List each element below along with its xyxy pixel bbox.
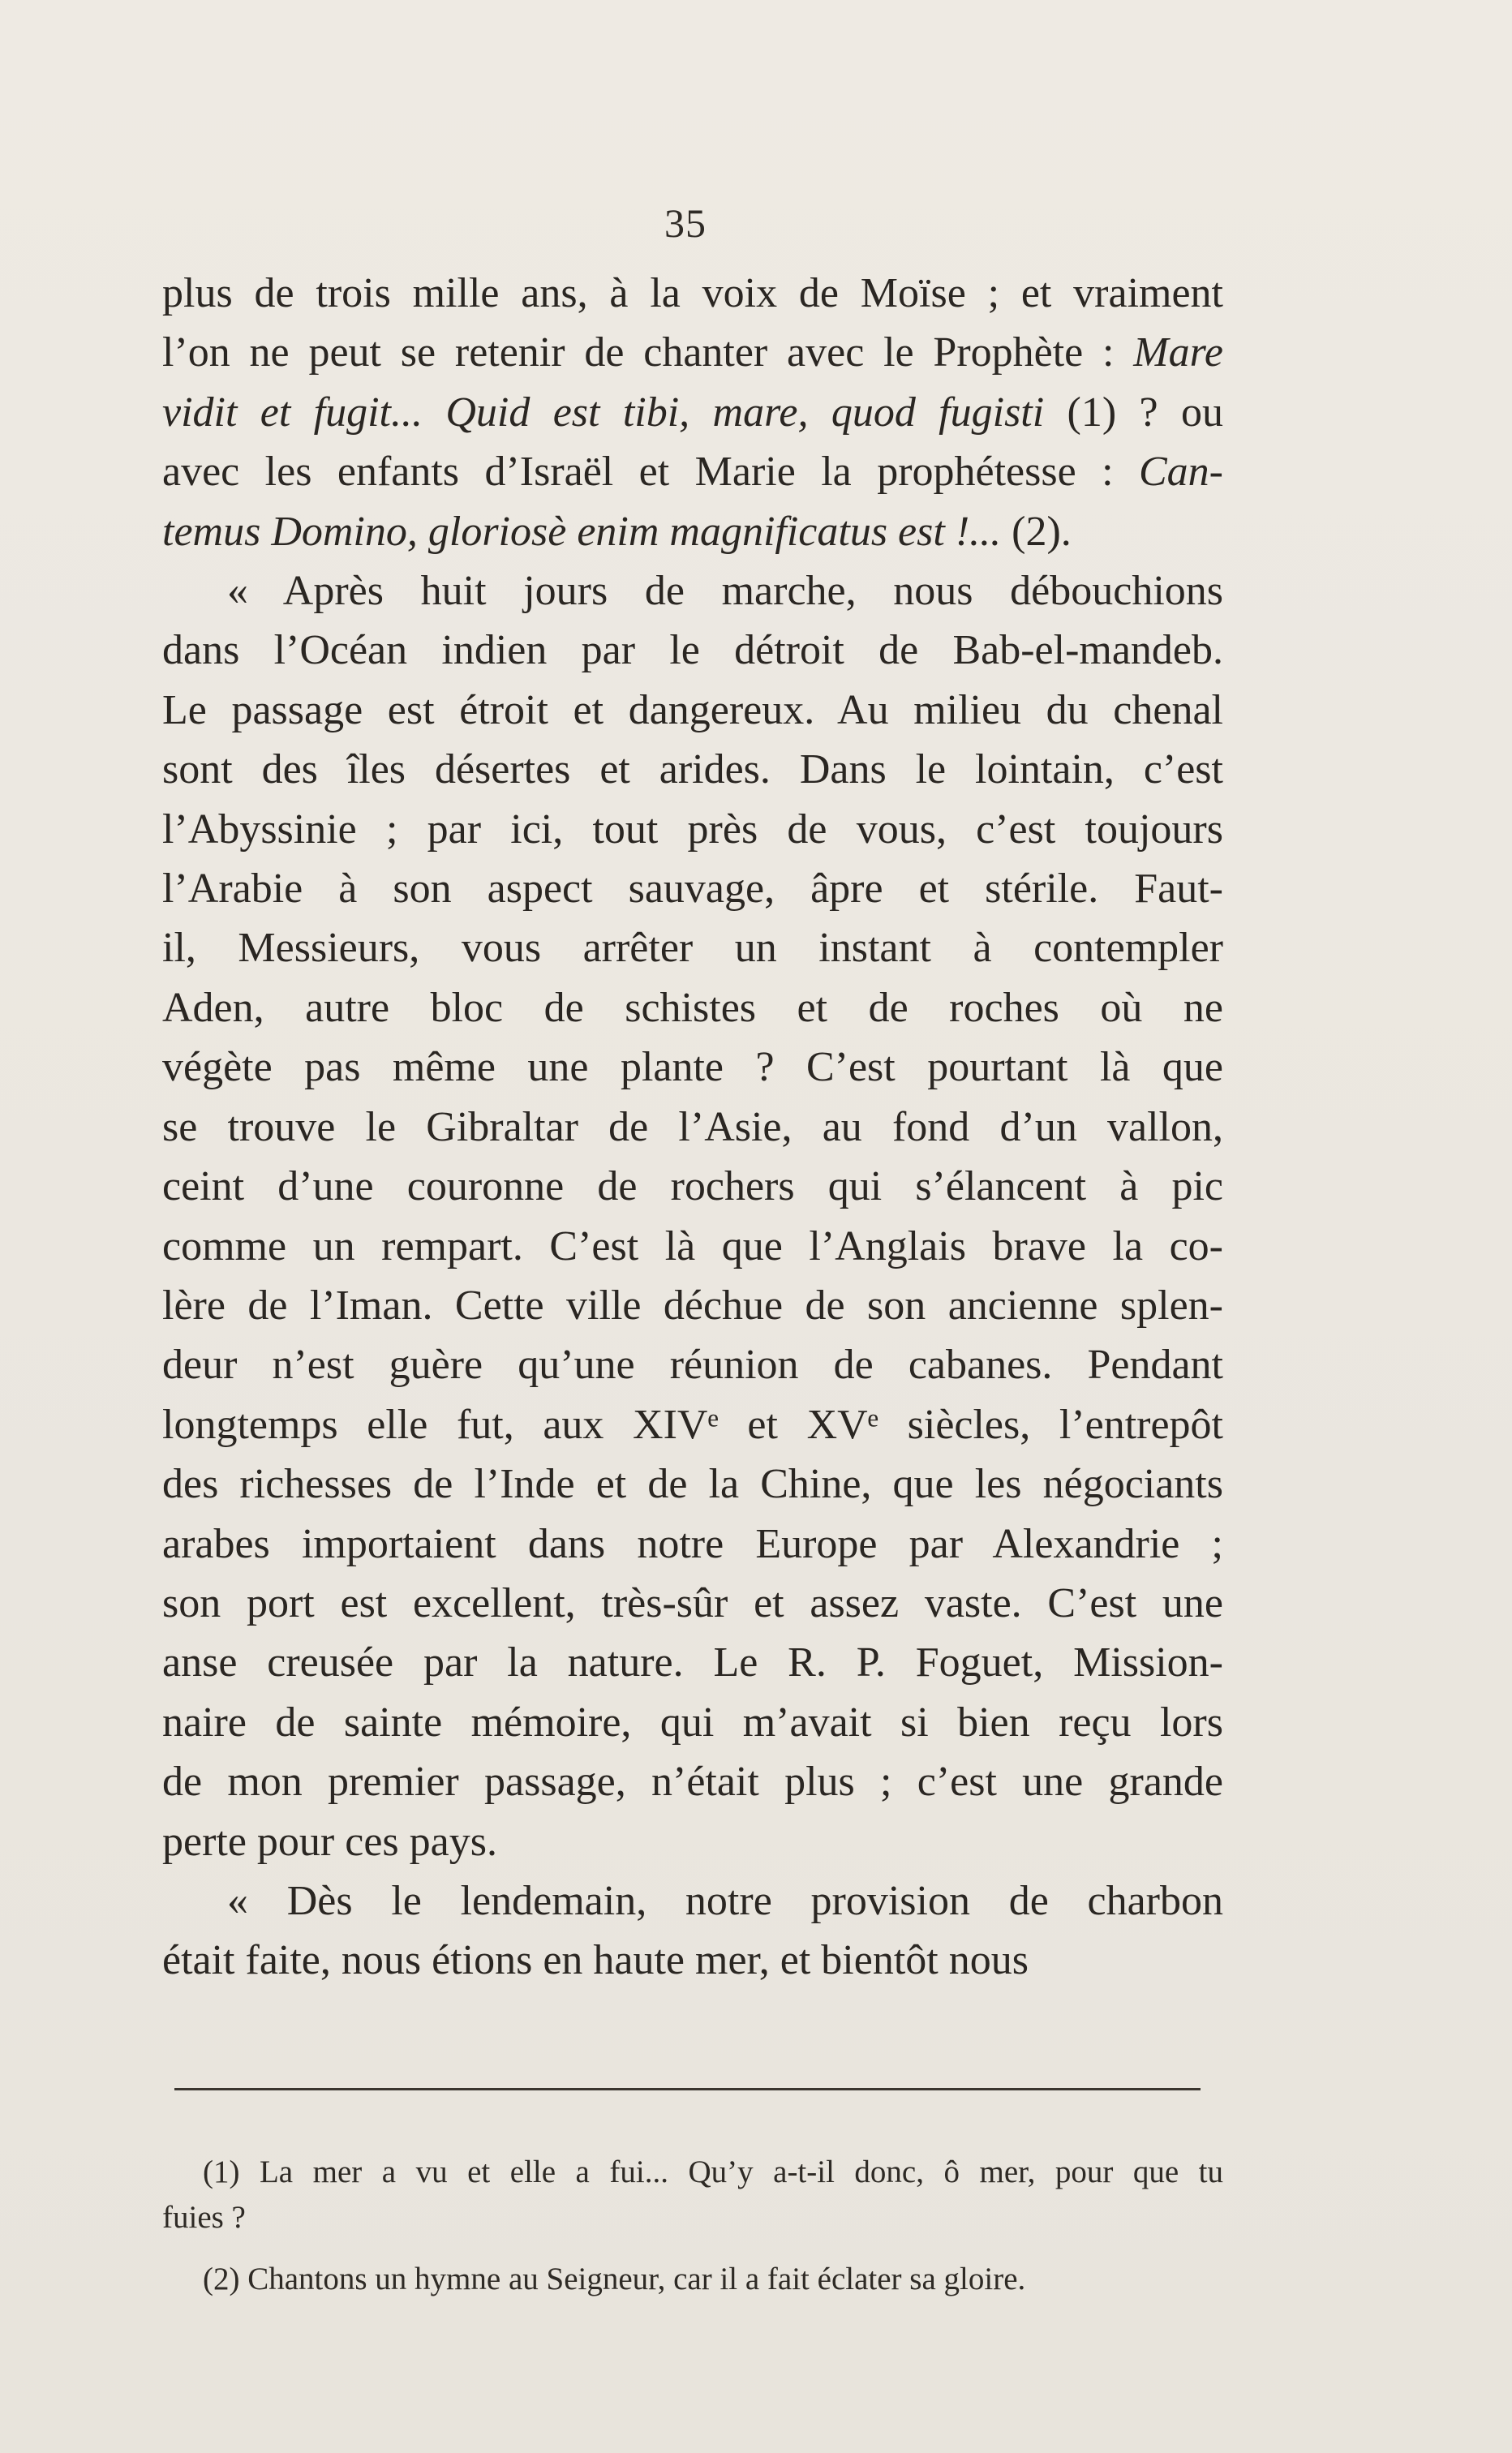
text-segment: arabes importaient dans notre Europe par Alexandrie ; — [162, 1520, 1223, 1567]
text-line — [162, 323, 1223, 382]
text-segment: se trouve le Gibraltar de l’Asie, au fond d’un vallon, — [162, 1103, 1223, 1150]
footnote-rule — [174, 2088, 1201, 2090]
footnote-line: (1) La mer a vu et elle a fui... Qu’y a-t-il donc, ô mer, pour que tu — [203, 2154, 1223, 2189]
text-line — [162, 1931, 1223, 1990]
text-segment: ceint d’une couronne de rochers qui s’élancent à pic — [162, 1163, 1223, 1210]
text-segment: longtemps elle fut, aux XIVᵉ et XVᵉ siècles, l’entrepôt — [162, 1401, 1223, 1448]
text-segment: anse creusée par la nature. Le R. P. Foguet, Mission- — [162, 1639, 1223, 1686]
text-line — [162, 1217, 1223, 1276]
text-line — [162, 681, 1223, 740]
italic-text-segment: temus Domino, gloriosè enim magnificatus est !... — [162, 508, 1002, 555]
text-line — [162, 1871, 1223, 1931]
text-segment: de mon premier passage, n’était plus ; c’est une grande — [162, 1759, 1223, 1806]
text-line — [162, 800, 1223, 859]
text-line — [162, 1335, 1223, 1394]
text-line — [162, 561, 1223, 621]
text-segment: deur n’est guère qu’une réunion de cabanes. Pendant — [162, 1342, 1223, 1389]
text-segment: « Dès le lendemain, notre provision de charbon — [227, 1877, 1223, 1924]
italic-text-segment: Mare — [1133, 329, 1223, 376]
text-segment: « Après huit jours de marche, nous débouchions — [227, 568, 1223, 615]
text-segment: perte pour ces pays. — [162, 1818, 497, 1865]
text-segment: son port est excellent, très-sûr et assez vaste. C’est une — [162, 1579, 1223, 1626]
text-segment: l’on ne peut se retenir de chanter avec le Prophète : — [162, 329, 1134, 376]
text-line — [162, 1812, 1223, 1871]
text-segment: sont des îles désertes et arides. Dans le lointain, c’est — [162, 746, 1223, 793]
text-segment: dans l’Océan indien par le détroit de Bab-el-mandeb. — [162, 627, 1223, 674]
text-segment: Aden, autre bloc de schistes et de roches où ne — [162, 984, 1223, 1031]
text-segment: comme un rempart. C’est là que l’Anglais brave la co- — [162, 1222, 1223, 1269]
text-line — [162, 621, 1223, 680]
text-segment: l’Abyssinie ; par ici, tout près de vous, c’est toujours — [162, 805, 1223, 853]
text-line — [162, 859, 1223, 918]
footnote-line: fuies ? — [162, 2200, 246, 2235]
text-line — [162, 502, 1223, 561]
text-line — [162, 1633, 1223, 1692]
text-line — [162, 1157, 1223, 1216]
text-line — [162, 1276, 1223, 1335]
footnotes — [162, 2150, 1223, 2302]
text-segment: naire de sainte mémoire, qui m’avait si bien reçu lors — [162, 1699, 1223, 1746]
text-segment: Le passage est étroit et dangereux. Au milieu du chenal — [162, 686, 1223, 733]
text-line — [162, 442, 1223, 501]
italic-text-segment: vidit et fugit... Quid est tibi, mare, quod fugisti — [162, 389, 1045, 436]
text-segment: (2). — [1001, 508, 1072, 555]
text-segment: lère de l’Iman. Cette ville déchue de son ancienne splen- — [162, 1282, 1223, 1329]
footnote-line: (2) Chantons un hymne au Seigneur, car il a fait éclater sa gloire. — [203, 2262, 1026, 2296]
text-segment: (1) ? ou — [1044, 389, 1223, 436]
text-segment: végète pas même une plante ? C’est pourtant là que — [162, 1044, 1223, 1091]
text-line — [162, 383, 1223, 442]
text-line — [162, 740, 1223, 799]
text-line — [162, 1037, 1223, 1097]
text-line — [162, 1454, 1223, 1514]
body-text — [162, 264, 1223, 1991]
text-line — [162, 1395, 1223, 1454]
text-segment: des richesses de l’Inde et de la Chine, que les négociants — [162, 1461, 1223, 1508]
page-number: 35 — [664, 200, 707, 246]
text-segment: avec les enfants d’Israël et Marie la prophétesse : — [162, 449, 1139, 496]
text-line — [162, 1574, 1223, 1633]
text-line — [162, 1693, 1223, 1752]
text-segment: l’Arabie à son aspect sauvage, âpre et stérile. Faut- — [162, 866, 1223, 913]
text-line — [162, 1098, 1223, 1157]
text-segment: était faite, nous étions en haute mer, et bientôt nous — [162, 1937, 1029, 1984]
text-line — [162, 1514, 1223, 1574]
text-segment: il, Messieurs, vous arrêter un instant à contempler — [162, 925, 1223, 972]
text-line — [162, 918, 1223, 977]
italic-text-segment: Can- — [1139, 449, 1223, 496]
text-segment: plus de trois mille ans, à la voix de Moïse ; et vraiment — [162, 270, 1223, 316]
text-line — [162, 978, 1223, 1037]
text-line — [162, 264, 1223, 323]
text-line — [162, 1752, 1223, 1811]
footnote-gap — [162, 2240, 1223, 2257]
